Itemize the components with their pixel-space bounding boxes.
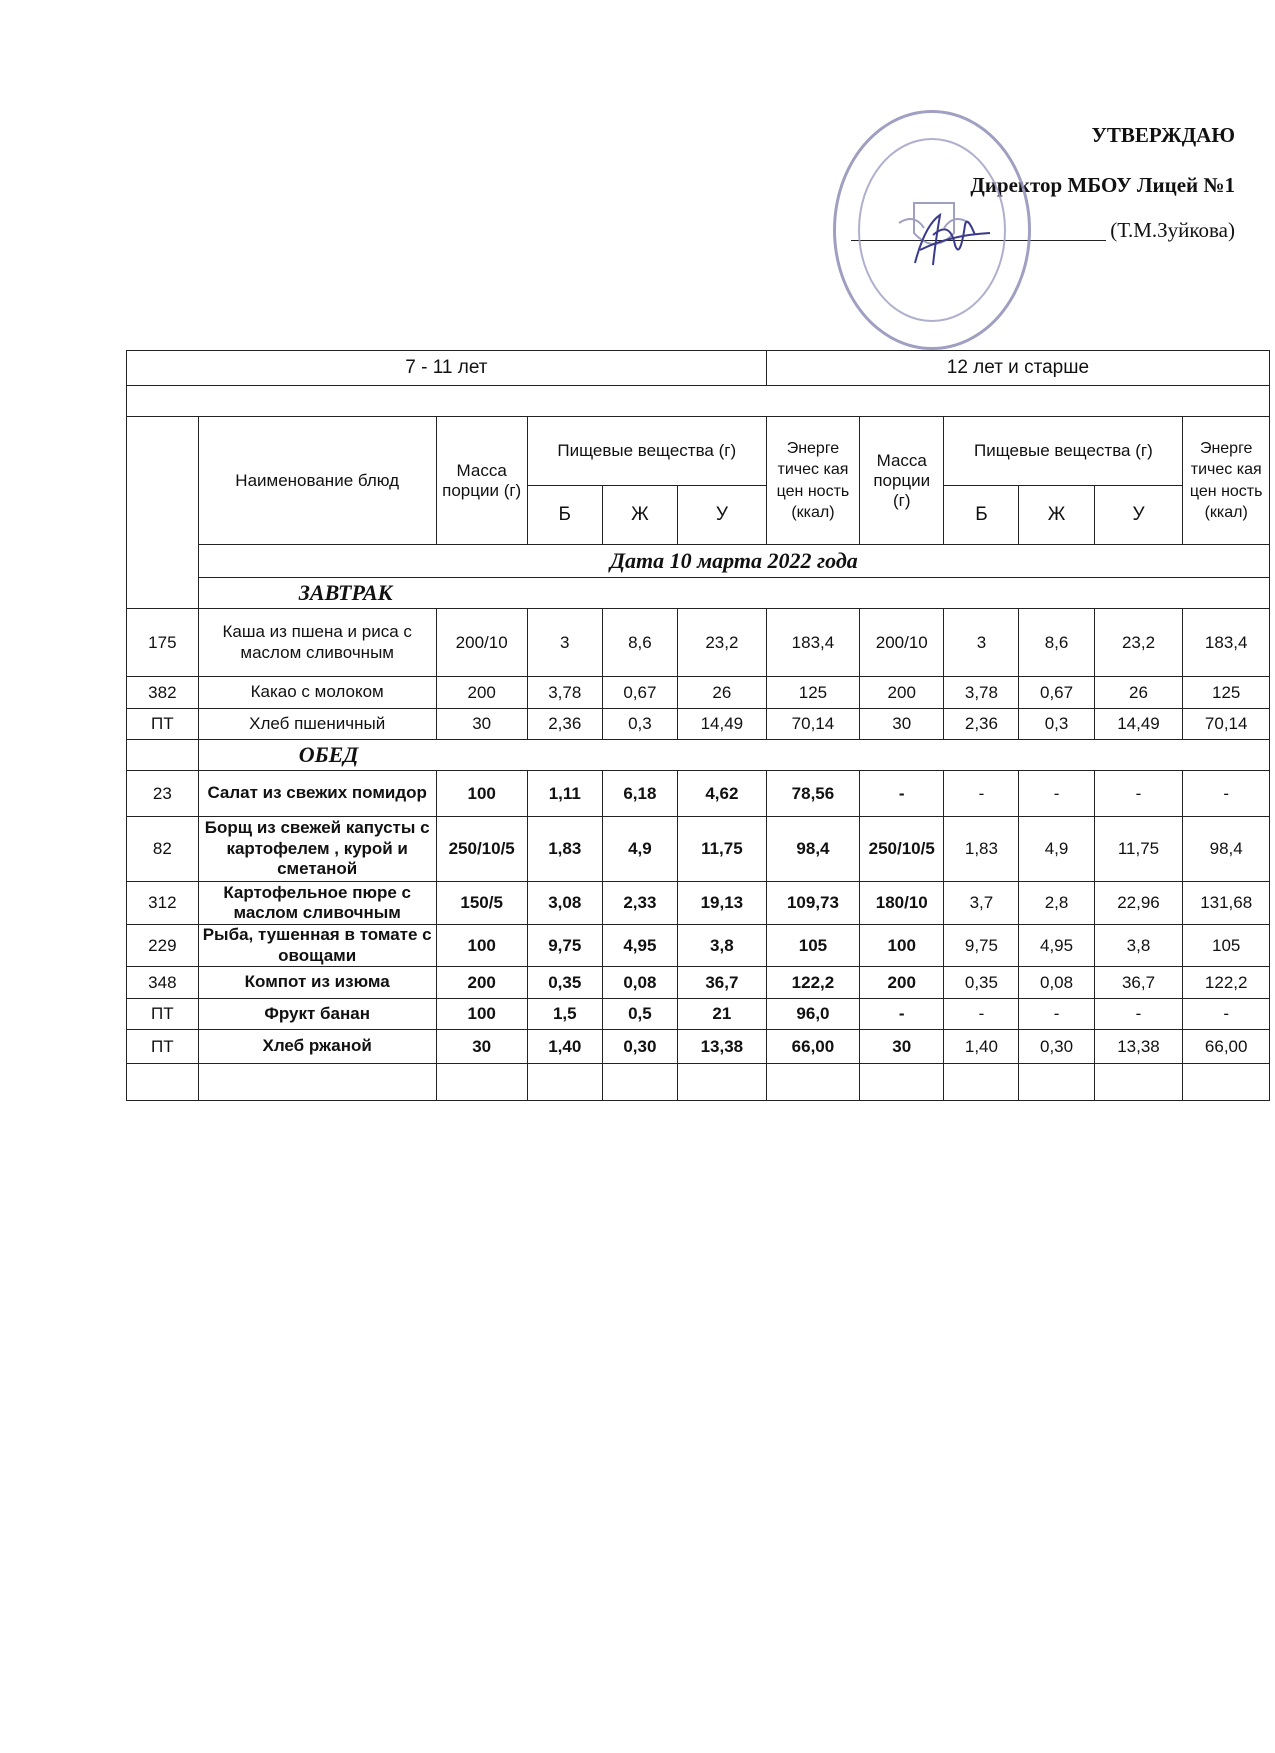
dish-name-cell: Борщ из свежей капусты с картофелем , курой и сметаной xyxy=(198,817,436,882)
value-cell: 13,38 xyxy=(1094,1030,1183,1064)
value-cell: 98,4 xyxy=(1183,817,1270,882)
value-cell: - xyxy=(860,771,944,817)
recipe-code-cell: 348 xyxy=(127,967,199,999)
approval-title: УТВЕРЖДАЮ xyxy=(1091,123,1235,147)
dish-name-cell: Какао с молоком xyxy=(198,677,436,709)
value-cell: 1,83 xyxy=(944,817,1019,882)
value-cell: 26 xyxy=(677,677,766,709)
value-cell: 0,08 xyxy=(602,967,677,999)
spacer-row xyxy=(127,386,1270,417)
lunch-section-row xyxy=(127,740,1270,771)
value-cell: 0,3 xyxy=(602,709,677,740)
value-cell: 183,4 xyxy=(766,609,859,677)
table-row xyxy=(127,925,1270,967)
table-row xyxy=(127,771,1270,817)
value-cell: 250/10/5 xyxy=(860,817,944,882)
value-cell: 22,96 xyxy=(1094,882,1183,925)
value-cell: 66,00 xyxy=(766,1030,859,1064)
dish-name-header: Наименование блюд xyxy=(198,417,436,545)
value-cell: 1,40 xyxy=(527,1030,602,1064)
value-cell: 36,7 xyxy=(677,967,766,999)
value-cell: 200/10 xyxy=(860,609,944,677)
value-cell: 14,49 xyxy=(677,709,766,740)
value-cell: 180/10 xyxy=(860,882,944,925)
handwritten-signature-icon xyxy=(905,205,995,275)
recipe-code-cell: 312 xyxy=(127,882,199,925)
value-cell: - xyxy=(944,999,1019,1030)
recipe-code-cell: 23 xyxy=(127,771,199,817)
recipe-code-cell: ПТ xyxy=(127,999,199,1030)
breakfast-section-row xyxy=(127,578,1270,609)
value-cell: 105 xyxy=(1183,925,1270,967)
value-cell: 3,08 xyxy=(527,882,602,925)
value-cell: 1,5 xyxy=(527,999,602,1030)
value-cell: 3,78 xyxy=(527,677,602,709)
value-cell: 98,4 xyxy=(766,817,859,882)
value-cell: 4,95 xyxy=(602,925,677,967)
recipe-code-cell: 382 xyxy=(127,677,199,709)
recipe-code-cell: 175 xyxy=(127,609,199,677)
table-row xyxy=(127,709,1270,740)
value-cell: - xyxy=(1094,999,1183,1030)
value-cell: 131,68 xyxy=(1183,882,1270,925)
value-cell: 2,8 xyxy=(1019,882,1094,925)
value-cell: - xyxy=(944,771,1019,817)
value-cell: 0,08 xyxy=(1019,967,1094,999)
value-cell: 2,33 xyxy=(602,882,677,925)
approval-signer: (Т.М.Зуйкова) xyxy=(1110,218,1235,242)
value-cell: 3 xyxy=(944,609,1019,677)
age-group-7-11: 7 - 11 лет xyxy=(127,351,767,386)
value-cell: 100 xyxy=(860,925,944,967)
value-cell: 66,00 xyxy=(1183,1030,1270,1064)
value-cell: - xyxy=(1019,999,1094,1030)
section-breakfast: ЗАВТРАК xyxy=(198,578,1269,609)
carb-header-junior: У xyxy=(677,486,766,545)
value-cell: 200/10 xyxy=(436,609,527,677)
value-cell: 105 xyxy=(766,925,859,967)
dish-name-cell: Салат из свежих помидор xyxy=(198,771,436,817)
value-cell: 0,30 xyxy=(1019,1030,1094,1064)
value-cell: 4,95 xyxy=(1019,925,1094,967)
mass-header-junior: Масса порции (г) xyxy=(436,417,527,545)
value-cell: 100 xyxy=(436,771,527,817)
value-cell: - xyxy=(1183,999,1270,1030)
value-cell: 3,7 xyxy=(944,882,1019,925)
value-cell: 3,78 xyxy=(944,677,1019,709)
value-cell: 13,38 xyxy=(677,1030,766,1064)
dish-name-cell: Хлеб ржаной xyxy=(198,1030,436,1064)
value-cell: 36,7 xyxy=(1094,967,1183,999)
header-row-1 xyxy=(127,417,1270,486)
value-cell: 3,8 xyxy=(1094,925,1183,967)
empty-row xyxy=(127,1064,1270,1101)
value-cell: 96,0 xyxy=(766,999,859,1030)
value-cell: 1,83 xyxy=(527,817,602,882)
value-cell: 30 xyxy=(860,709,944,740)
recipe-code-cell: ПТ xyxy=(127,1030,199,1064)
value-cell: 9,75 xyxy=(527,925,602,967)
value-cell: - xyxy=(860,999,944,1030)
table-row xyxy=(127,609,1270,677)
value-cell: 122,2 xyxy=(1183,967,1270,999)
fat-header-senior: Ж xyxy=(1019,486,1094,545)
age-groups-row xyxy=(127,351,1270,386)
fat-header-junior: Ж xyxy=(602,486,677,545)
value-cell: 3,8 xyxy=(677,925,766,967)
date-row xyxy=(127,545,1270,578)
breakfast-rows xyxy=(127,609,1270,740)
value-cell: 2,36 xyxy=(944,709,1019,740)
value-cell: 125 xyxy=(766,677,859,709)
value-cell: 4,9 xyxy=(1019,817,1094,882)
value-cell: 3 xyxy=(527,609,602,677)
value-cell: 0,67 xyxy=(602,677,677,709)
value-cell: 26 xyxy=(1094,677,1183,709)
table-row xyxy=(127,677,1270,709)
value-cell: 11,75 xyxy=(1094,817,1183,882)
nutrients-header-junior: Пищевые вещества (г) xyxy=(527,417,766,486)
age-group-12-plus: 12 лет и старше xyxy=(766,351,1269,386)
value-cell: 200 xyxy=(860,677,944,709)
value-cell: 1,11 xyxy=(527,771,602,817)
carb-header-senior: У xyxy=(1094,486,1183,545)
value-cell: 0,67 xyxy=(1019,677,1094,709)
energy-header-junior: Энерге тичес кая цен ность (ккал) xyxy=(766,417,859,545)
table-row xyxy=(127,1030,1270,1064)
value-cell: 100 xyxy=(436,925,527,967)
approval-position: Директор МБОУ Лицей №1 xyxy=(970,173,1235,197)
table-row xyxy=(127,999,1270,1030)
value-cell: 70,14 xyxy=(1183,709,1270,740)
value-cell: 0,35 xyxy=(944,967,1019,999)
value-cell: 30 xyxy=(436,1030,527,1064)
dish-name-cell: Фрукт банан xyxy=(198,999,436,1030)
menu-table xyxy=(126,350,1270,1101)
value-cell: 9,75 xyxy=(944,925,1019,967)
value-cell: 200 xyxy=(436,967,527,999)
value-cell: - xyxy=(1183,771,1270,817)
dish-name-cell: Хлеб пшеничный xyxy=(198,709,436,740)
value-cell: 23,2 xyxy=(1094,609,1183,677)
value-cell: 183,4 xyxy=(1183,609,1270,677)
menu-date: Дата 10 марта 2022 года xyxy=(198,545,1269,578)
value-cell: - xyxy=(1094,771,1183,817)
value-cell: 125 xyxy=(1183,677,1270,709)
protein-header-senior: Б xyxy=(944,486,1019,545)
table-row xyxy=(127,817,1270,882)
recipe-code-cell: ПТ xyxy=(127,709,199,740)
dish-name-cell: Каша из пшена и риса с маслом сливочным xyxy=(198,609,436,677)
table-row xyxy=(127,967,1270,999)
energy-header-senior: Энерге тичес кая цен ность (ккал) xyxy=(1183,417,1270,545)
value-cell: 30 xyxy=(436,709,527,740)
lunch-rows xyxy=(127,771,1270,1064)
value-cell: 19,13 xyxy=(677,882,766,925)
value-cell: 250/10/5 xyxy=(436,817,527,882)
value-cell: 0,3 xyxy=(1019,709,1094,740)
value-cell: 122,2 xyxy=(766,967,859,999)
dish-name-cell: Компот из изюма xyxy=(198,967,436,999)
section-lunch: ОБЕД xyxy=(198,740,1269,771)
value-cell: 70,14 xyxy=(766,709,859,740)
value-cell: 14,49 xyxy=(1094,709,1183,740)
value-cell: 8,6 xyxy=(1019,609,1094,677)
value-cell: 4,9 xyxy=(602,817,677,882)
value-cell: 100 xyxy=(436,999,527,1030)
table-row xyxy=(127,882,1270,925)
dish-name-cell: Рыба, тушенная в томате с овощами xyxy=(198,925,436,967)
value-cell: 0,35 xyxy=(527,967,602,999)
value-cell: 30 xyxy=(860,1030,944,1064)
value-cell: 0,30 xyxy=(602,1030,677,1064)
value-cell: 1,40 xyxy=(944,1030,1019,1064)
value-cell: 109,73 xyxy=(766,882,859,925)
value-cell: 0,5 xyxy=(602,999,677,1030)
value-cell: - xyxy=(1019,771,1094,817)
recipe-code-cell: 82 xyxy=(127,817,199,882)
value-cell: 2,36 xyxy=(527,709,602,740)
value-cell: 200 xyxy=(860,967,944,999)
value-cell: 4,62 xyxy=(677,771,766,817)
protein-header-junior: Б xyxy=(527,486,602,545)
value-cell: 200 xyxy=(436,677,527,709)
value-cell: 21 xyxy=(677,999,766,1030)
code-header xyxy=(127,417,199,609)
value-cell: 23,2 xyxy=(677,609,766,677)
value-cell: 6,18 xyxy=(602,771,677,817)
value-cell: 78,56 xyxy=(766,771,859,817)
nutrients-header-senior: Пищевые вещества (г) xyxy=(944,417,1183,486)
value-cell: 150/5 xyxy=(436,882,527,925)
dish-name-cell: Картофельное пюре с маслом сливочным xyxy=(198,882,436,925)
mass-header-senior: Масса порции (г) xyxy=(860,417,944,545)
recipe-code-cell: 229 xyxy=(127,925,199,967)
value-cell: 11,75 xyxy=(677,817,766,882)
value-cell: 8,6 xyxy=(602,609,677,677)
